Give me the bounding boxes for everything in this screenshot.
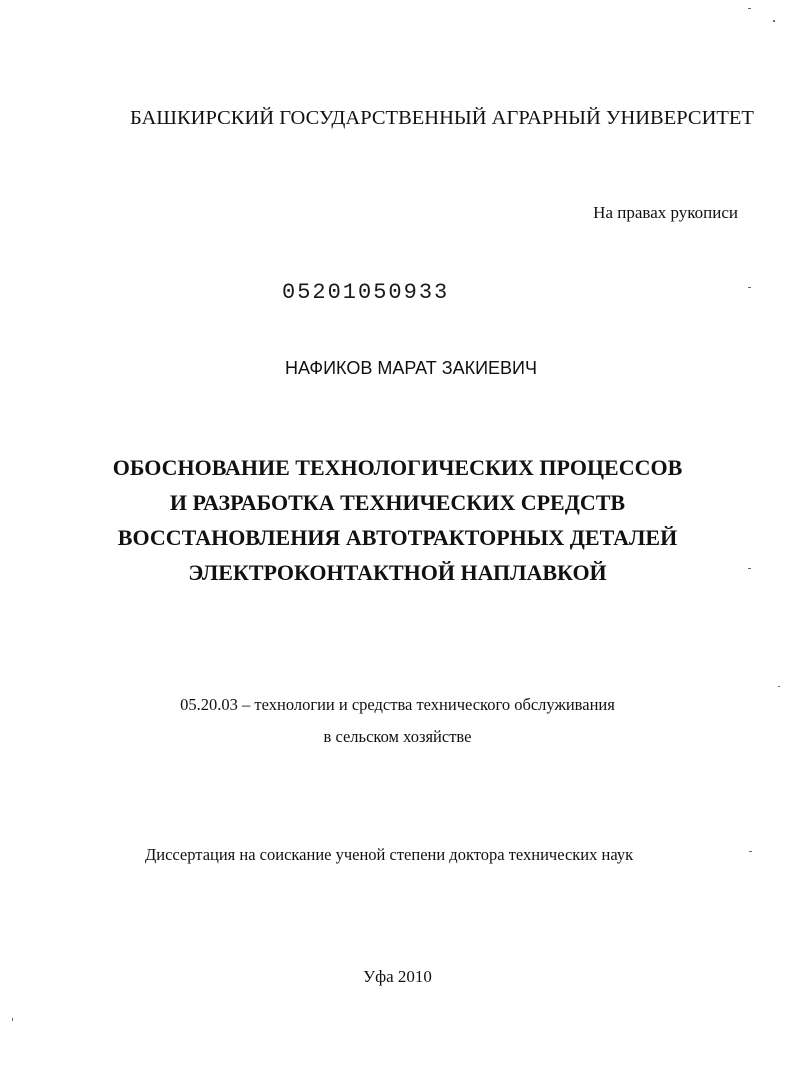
title-line: ЭЛЕКТРОКОНТАКТНОЙ НАПЛАВКОЙ	[188, 560, 607, 585]
specialty-line: 05.20.03 – технологии и средства технического обслуживания	[180, 695, 615, 714]
scan-speck	[773, 20, 775, 22]
scan-speck	[748, 568, 751, 569]
scan-speck	[748, 287, 751, 288]
scan-speck	[748, 8, 751, 9]
dissertation-title	[0, 450, 795, 590]
scan-speck	[778, 686, 780, 687]
manuscript-rights-note: На правах рукописи	[593, 203, 738, 222]
specialty-line: в сельском хозяйстве	[323, 727, 472, 746]
university-name: БАШКИРСКИЙ ГОСУДАРСТВЕННЫЙ АГРАРНЫЙ УНИВЕРСИТЕТ	[130, 107, 754, 129]
title-line: ВОССТАНОВЛЕНИЯ АВТОТРАКТОРНЫХ ДЕТАЛЕЙ	[117, 525, 678, 550]
degree-statement: Диссертация на соискание ученой степени доктора технических наук	[145, 845, 634, 864]
author-name: НАФИКОВ МАРАТ ЗАКИЕВИЧ	[285, 358, 537, 378]
catalog-code: 05201050933	[282, 280, 450, 305]
city-year: Уфа 2010	[363, 967, 432, 986]
scan-speck	[12, 1018, 13, 1021]
specialty-block	[0, 689, 795, 753]
title-line: И РАЗРАБОТКА ТЕХНИЧЕСКИХ СРЕДСТВ	[169, 490, 626, 515]
title-line: ОБОСНОВАНИЕ ТЕХНОЛОГИЧЕСКИХ ПРОЦЕССОВ	[112, 455, 683, 480]
scan-speck	[749, 851, 752, 852]
